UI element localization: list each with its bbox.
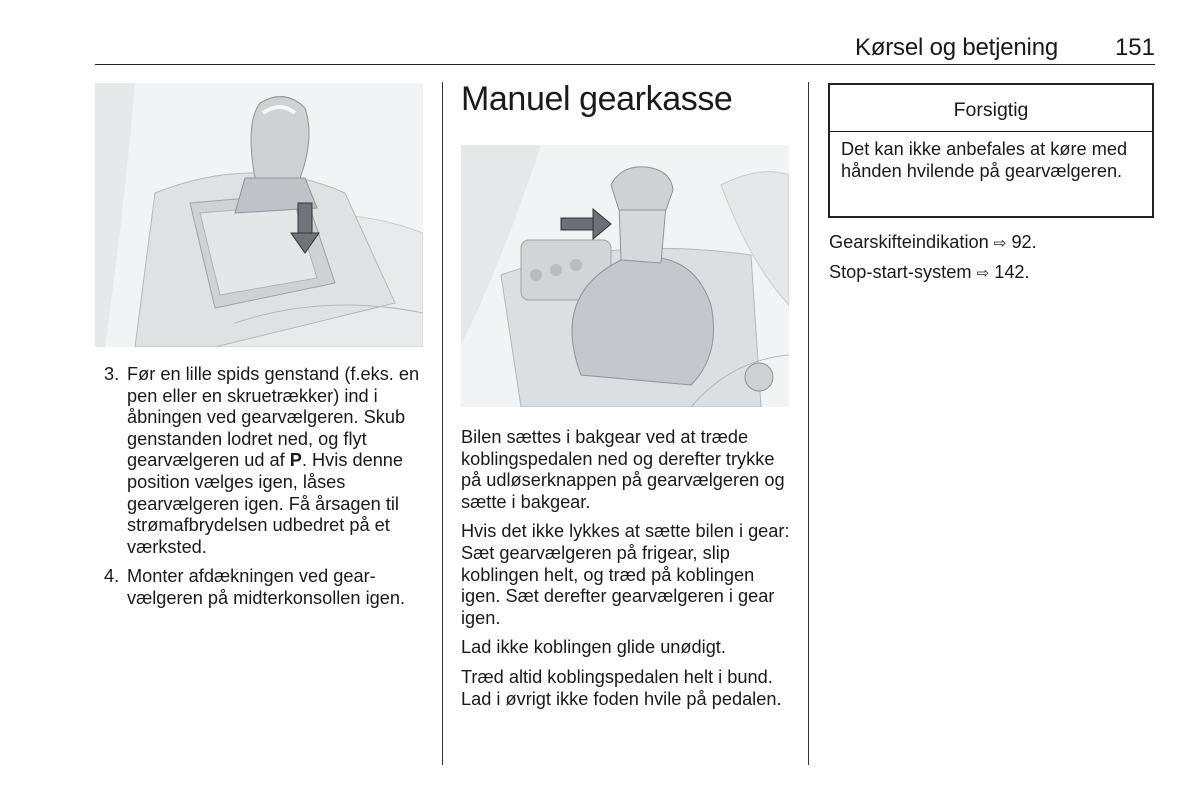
instruction-steps [104,364,424,618]
reference-label: Gearskifteindikation [829,232,989,252]
step-number: 4. [104,566,120,587]
section-title: Kørsel og betjening [855,34,1058,61]
step-item [104,566,424,609]
caution-title: Forsigtig [830,85,1152,132]
step-text: Monter afdækningen ved gearvælgeren på midterkonsollen igen. [127,566,406,608]
step-text-continued: . Hvis denne position vælges igen, låses gearvælgeren igen. Få årsagen til strømafbrydelsen udbedret på et værksted. [127,450,404,557]
reference-link[interactable] [829,262,1149,285]
column-divider [808,82,809,765]
reference-page: 142. [994,261,1030,282]
paragraph: Bilen sættes i bakgear ved at træde koblingspedalen ned og derefter trykke på udløserknappen på gearvælgeren og sætte i bakgear. [461,427,785,512]
caution-box [828,83,1154,218]
reference-link[interactable] [829,232,1149,255]
paragraph: Hvis det ikke lykkes at sætte bilen i gear: Sæt gearvælgeren på frigear, slip koblingen helt, og træd på koblingen igen. Sæt derefter gearvælgeren i gear igen. [461,521,790,628]
reference-page: 92. [1011,232,1037,252]
automatic-gear-selector-icon [95,83,423,347]
header-rule [95,64,1155,65]
section-heading: Manuel gearkasse [461,80,733,118]
step-number: 3. [104,364,120,384]
cross-references [829,232,1149,291]
reference-arrow-icon: ⇨ [976,264,990,282]
manual-gearbox-text [461,427,796,718]
column-divider [442,82,443,765]
page-number: 151 [1114,34,1155,61]
paragraph: Træd altid koblingspedalen helt i bund. Lad i øvrigt ikke foden hvile på pedalen. [461,666,782,709]
manual-gear-lever-icon [461,145,789,407]
reference-label: Stop-start-system [829,261,972,282]
paragraph: Lad ikke koblingen glide unødigt. [461,637,726,658]
caution-text: Det kan ikke anbefales at køre med hånden hvilende på gearvælgeren. [841,139,1128,181]
automatic-gear-selector-illustration [95,83,423,347]
gear-position-label: P [289,450,302,471]
step-item [104,364,424,558]
manual-gear-lever-illustration [461,145,789,407]
step-text: Før en lille spids genstand (f.eks. en pen eller en skruetrækker) ind i åbningen ved gearvælgeren. Skub genstanden lodret ned, og flyt gearvælgeren ud af [127,364,420,471]
reference-arrow-icon: ⇨ [993,235,1007,252]
